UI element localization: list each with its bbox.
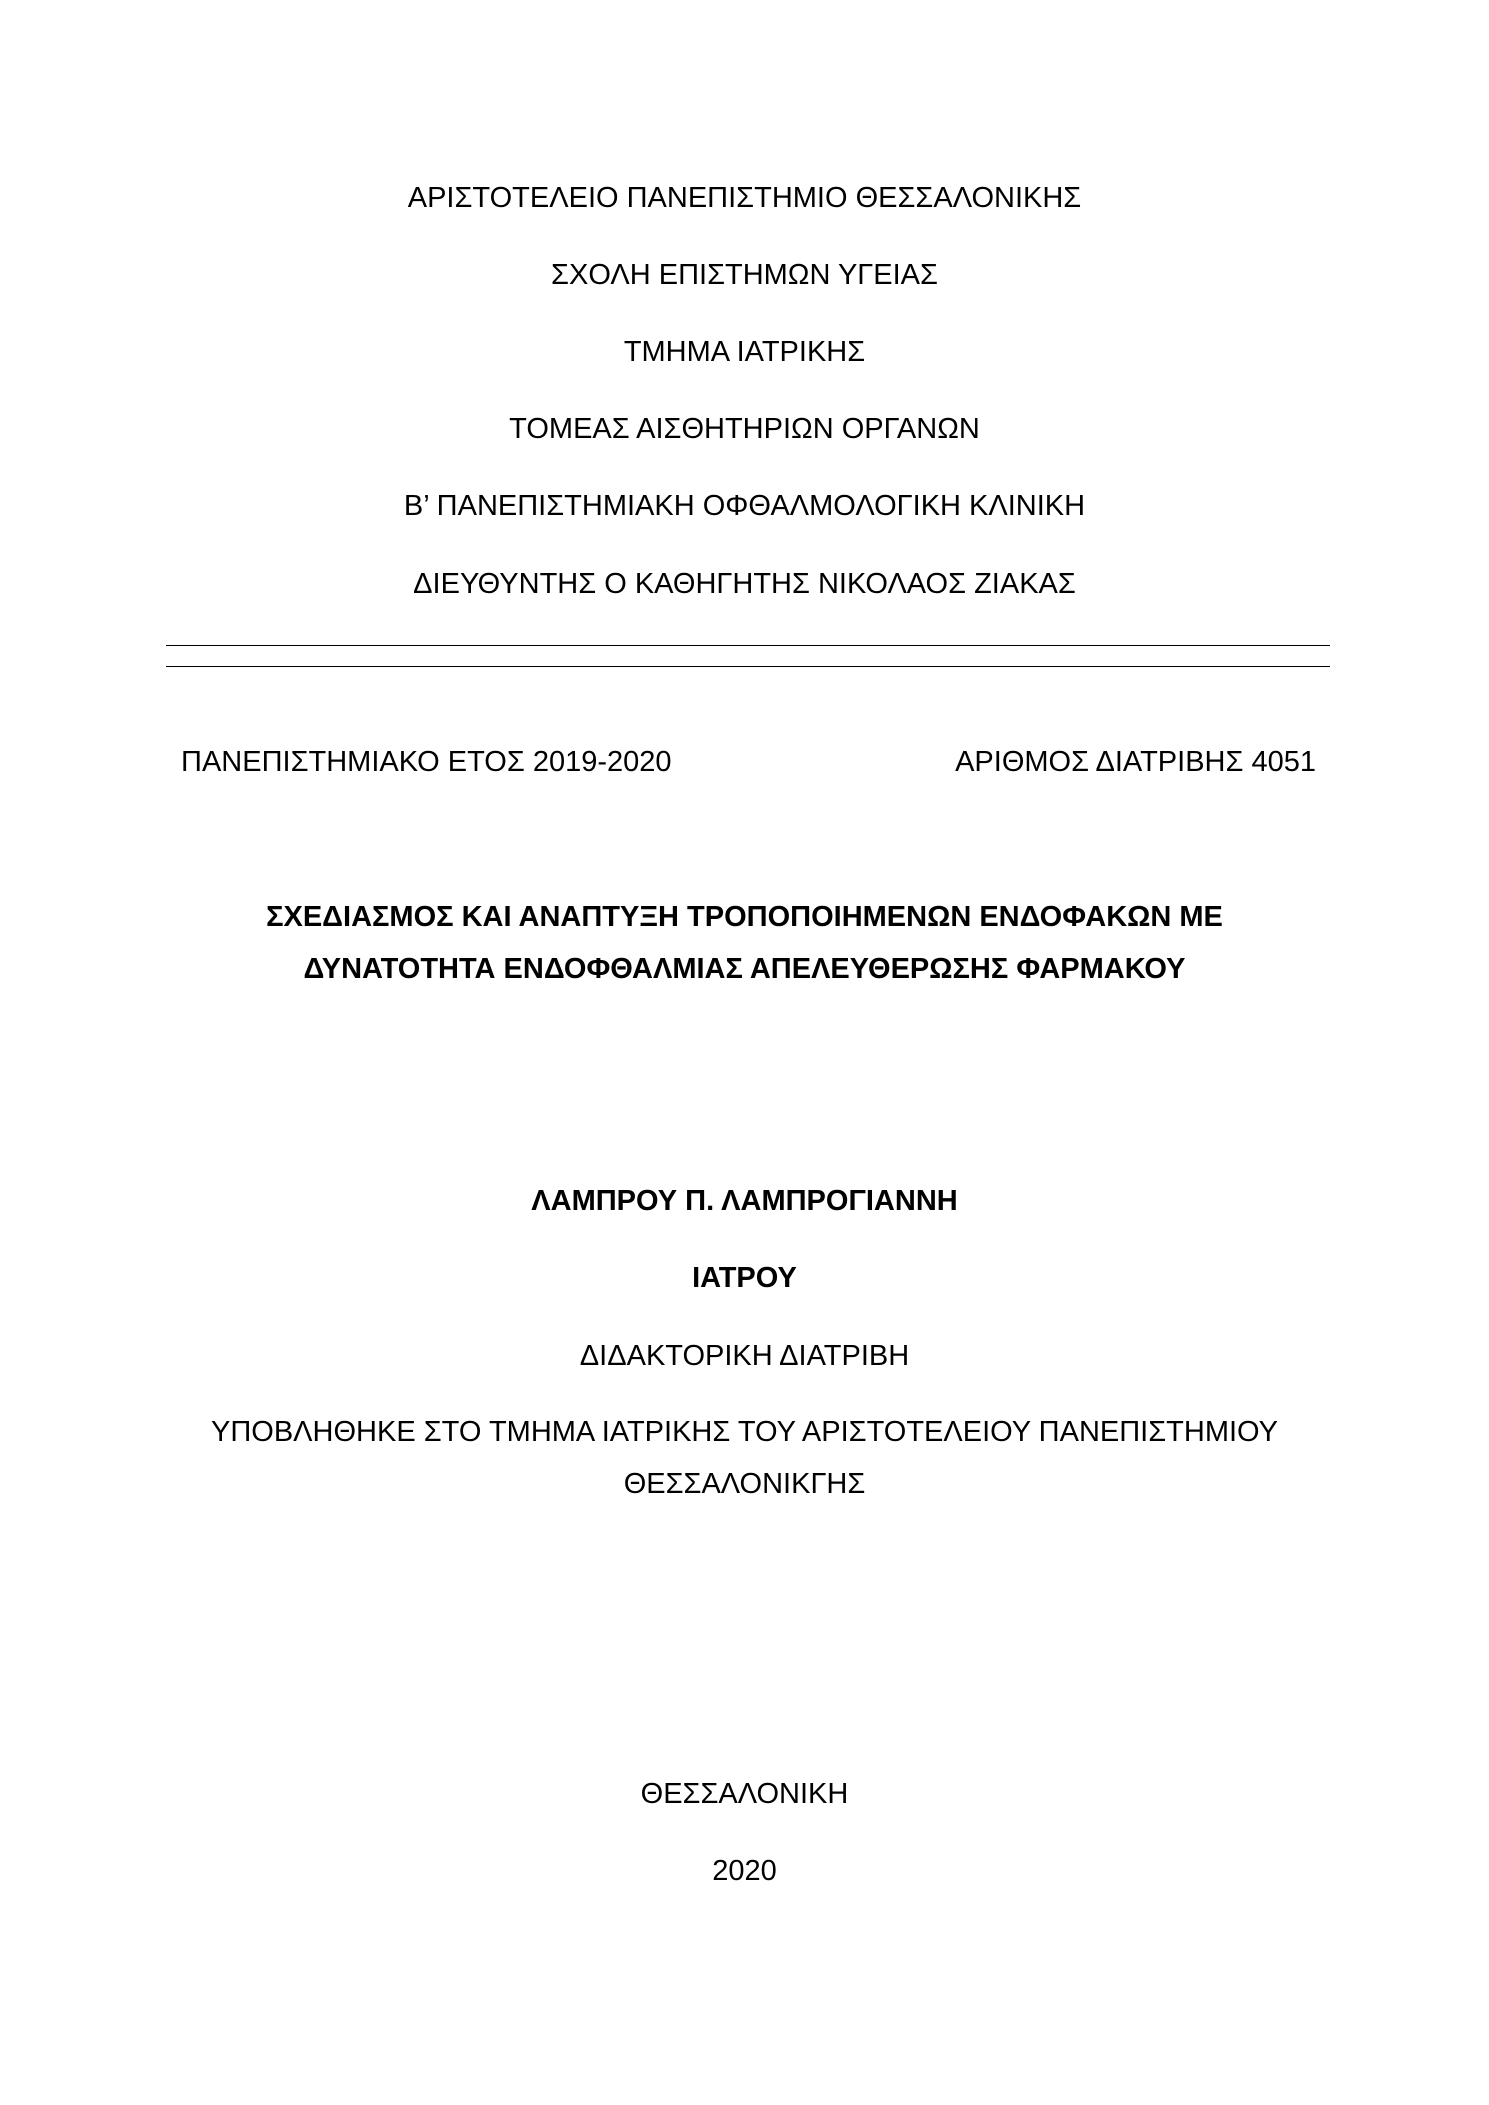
- author-name: ΛΑΜΠΡΟΥ Π. ΛΑΜΠΡΟΓΙΑΝΝΗ: [531, 1185, 958, 1217]
- thesis-title-line-2: ΔΥΝΑΤΟΤΗΤΑ ΕΝΔΟΦΘΑΛΜΙΑΣ ΑΠΕΛΕΥΘΕΡΩΣΗΣ ΦΑΡΜΑΚΟΥ: [303, 953, 1186, 985]
- city: ΘΕΣΣΑΛΟΝΙΚΗ: [640, 1778, 849, 1810]
- department-name: ΤΜΗΜΑ ΙΑΤΡΙΚΗΣ: [623, 336, 866, 368]
- thesis-type: ΔΙΔΑΚΤΟΡΙΚΗ ΔΙΑΤΡΙΒΗ: [579, 1340, 910, 1372]
- author-profession: ΙΑΤΡΟΥ: [692, 1262, 797, 1294]
- thesis-title-line-1: ΣΧΕΔΙΑΣΜΟΣ ΚΑΙ ΑΝΑΠΤΥΞΗ ΤΡΟΠΟΠΟΙΗΜΕΝΩΝ ΕΝΔΟΦΑΚΩΝ ΜΕ: [266, 901, 1223, 933]
- thesis-number: ΑΡΙΘΜΟΣ ΔΙΑΤΡΙΒΗΣ 4051: [955, 746, 1316, 778]
- school-name: ΣΧΟΛΗ ΕΠΙΣΤΗΜΩΝ ΥΓΕΙΑΣ: [551, 259, 938, 291]
- divider-top: [166, 645, 1330, 646]
- clinic-name: Β’ ΠΑΝΕΠΙΣΤΗΜΙΑΚΗ ΟΦΘΑΛΜΟΛΟΓΙΚΗ ΚΛΙΝΙΚΗ: [403, 490, 1086, 522]
- submission-line-1: ΥΠΟΒΛΗΘΗΚΕ ΣΤΟ ΤΜΗΜΑ ΙΑΤΡΙΚΗΣ ΤΟΥ ΑΡΙΣΤΟΤΕΛΕΙΟΥ ΠΑΝΕΠΙΣΤΗΜΙΟΥ: [211, 1416, 1278, 1448]
- sector-name: ΤΟΜΕΑΣ ΑΙΣΘΗΤΗΡΙΩΝ ΟΡΓΑΝΩΝ: [509, 413, 980, 445]
- university-name: ΑΡΙΣΤΟΤΕΛΕΙΟ ΠΑΝΕΠΙΣΤΗΜΙΟ ΘΕΣΣΑΛΟΝΙΚΗΣ: [407, 182, 1082, 214]
- submission-line-2: ΘΕΣΣΑΛΟΝΙΚΓΗΣ: [623, 1468, 866, 1500]
- year: 2020: [712, 1855, 777, 1887]
- divider-bottom: [166, 666, 1330, 667]
- academic-year: ΠΑΝΕΠΙΣΤΗΜΙΑΚΟ ΕΤΟΣ 2019-2020: [181, 746, 672, 778]
- director-line: ΔΙΕΥΘΥΝΤΗΣ Ο ΚΑΘΗΓΗΤΗΣ ΝΙΚΟΛΑΟΣ ΖΙΑΚΑΣ: [413, 568, 1076, 600]
